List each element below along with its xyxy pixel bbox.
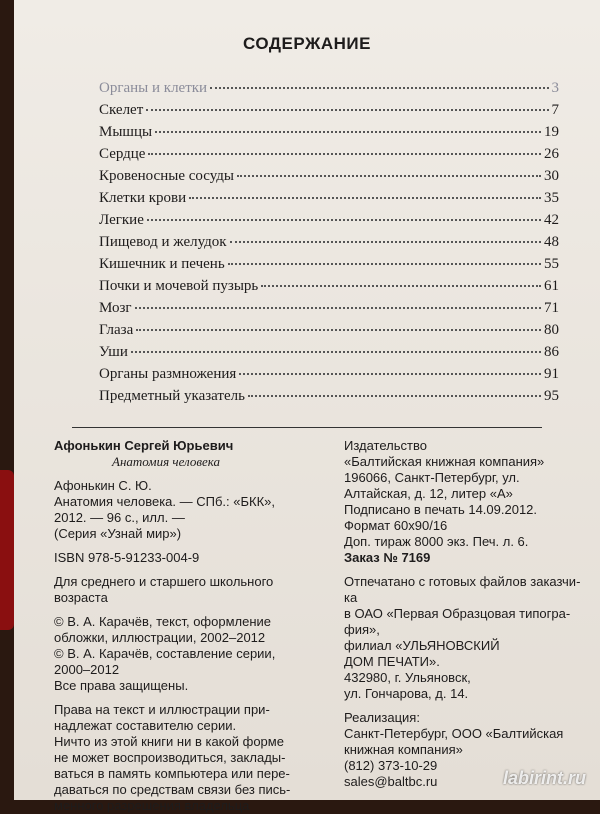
toc-item-page: 48 [544, 234, 559, 250]
toc-item [99, 102, 559, 124]
toc-item [99, 168, 559, 190]
order-number: Заказ № 7169 [344, 550, 431, 565]
text-line: sales@baltbc.ru [344, 774, 438, 789]
text-line: 2000–2012 [54, 662, 120, 677]
text-line: © В. А. Карачёв, текст, оформление [54, 614, 272, 629]
watermark: labirint.ru [502, 768, 586, 788]
book-edge [0, 470, 14, 630]
catalog-entry [54, 478, 339, 542]
text-line: возраста [54, 590, 108, 605]
author-name: Афонькин Сергей Юрьевич [54, 438, 234, 453]
printing-info [344, 574, 594, 702]
text-line: надлежат составителю серии. [54, 718, 237, 733]
text-line: Санкт-Петербург, ООО «Балтийская [344, 726, 564, 741]
text-line: даваться по средствам связи без пись- [54, 782, 291, 797]
toc-item [99, 388, 559, 410]
book-title: Анатомия человека [112, 454, 221, 469]
toc-item [99, 124, 559, 146]
toc-item-title: Предметный указатель [99, 388, 245, 404]
toc-title: СОДЕРЖАНИЕ [243, 34, 371, 53]
text-line: 432980, г. Ульяновск, [344, 670, 471, 685]
imprint-right [344, 438, 594, 790]
isbn: ISBN 978-5-91233-004-9 [54, 550, 200, 565]
text-line: © В. А. Карачёв, составление серии, [54, 646, 276, 661]
toc-item [99, 366, 559, 388]
toc-item-page: 7 [551, 102, 559, 118]
divider [72, 427, 542, 428]
toc-item-page: 61 [544, 278, 559, 294]
toc-item-page: 42 [544, 212, 559, 228]
toc-item-page: 80 [544, 322, 559, 338]
text-line: не может воспроизводиться, заклады- [54, 750, 286, 765]
text-line: филиал «УЛЬЯНОВСКИЙ [344, 638, 500, 653]
toc-item-page: 91 [544, 366, 559, 382]
text-line: (Серия «Узнай мир») [54, 526, 182, 541]
toc-item-title: Пищевод и желудок [99, 234, 227, 250]
toc-item [99, 146, 559, 168]
toc-item-title: Сердце [99, 146, 146, 162]
toc-leader [147, 219, 541, 221]
text-line: в ОАО «Первая Образцовая типогра- [344, 606, 571, 621]
toc-leader [230, 241, 541, 243]
toc-item-title: Скелет [99, 102, 144, 118]
toc-item-page: 71 [544, 300, 559, 316]
imprint-left [54, 438, 339, 814]
toc-leader [135, 307, 541, 309]
toc-item-title: Кишечник и печень [99, 256, 225, 272]
text-line: Афонькин С. Ю. [54, 478, 152, 493]
toc-item-page: 95 [544, 388, 559, 404]
toc-item [99, 300, 559, 322]
text-line: обложки, иллюстрации, 2002–2012 [54, 630, 266, 645]
toc-item [99, 344, 559, 366]
toc-leader [248, 395, 541, 397]
toc-leader [155, 131, 541, 133]
audience-note [54, 574, 339, 606]
text-line: Анатомия человека. — СПб.: «БКК», [54, 494, 276, 509]
toc-leader [239, 373, 541, 375]
text-line: Ничто из этой книги ни в какой форме [54, 734, 284, 749]
toc-item-page: 3 [551, 80, 559, 96]
book-page [14, 0, 600, 813]
toc-item-page: 19 [544, 124, 559, 140]
text-line: «Балтийская книжная компания» [344, 454, 545, 469]
rights-notice [54, 702, 339, 814]
toc-item-page: 55 [544, 256, 559, 272]
toc-leader [237, 175, 541, 177]
toc-item-page: 30 [544, 168, 559, 184]
text-line: фия», [344, 622, 380, 637]
text-line: ваться в память компьютера или пере- [54, 766, 290, 781]
toc-item-title: Кровеносные сосуды [99, 168, 234, 184]
toc-item [99, 212, 559, 234]
toc-item-title: Органы и клетки [99, 80, 208, 96]
copyright [54, 614, 339, 694]
text-line: ка [344, 590, 358, 605]
text-line: менного разрешения владельца [54, 798, 250, 813]
text-line: Все права защищены. [54, 678, 189, 693]
text-line: Издательство [344, 438, 427, 453]
toc-leader [146, 109, 548, 111]
toc-item-title: Глаза [99, 322, 134, 338]
toc-leader [148, 153, 541, 155]
toc-item-page: 86 [544, 344, 559, 360]
toc-list [99, 80, 559, 410]
toc-leader [261, 285, 541, 287]
text-line: (812) 373-10-29 [344, 758, 438, 773]
toc-leader [189, 197, 541, 199]
text-line: Алтайская, д. 12, литер «А» [344, 486, 513, 501]
toc-item-title: Мозг [99, 300, 132, 316]
text-line: книжная компания» [344, 742, 463, 757]
text-line: Формат 60x90/16 [344, 518, 448, 533]
toc-item [99, 322, 559, 344]
toc-item [99, 256, 559, 278]
text-line: Отпечатано с готовых файлов заказчи- [344, 574, 581, 589]
toc-leader [136, 329, 541, 331]
text-line: Доп. тираж 8000 экз. Печ. л. 6. [344, 534, 529, 549]
toc-item [99, 190, 559, 212]
toc-item-title: Уши [99, 344, 128, 360]
text-line: Права на текст и иллюстрации при- [54, 702, 270, 717]
toc-item-title: Почки и мочевой пузырь [99, 278, 259, 294]
text-line: Реализация: [344, 710, 420, 725]
publisher-info [344, 438, 594, 550]
toc-item-title: Клетки крови [99, 190, 187, 206]
toc-item [99, 278, 559, 300]
text-line: Подписано в печать 14.09.2012. [344, 502, 538, 517]
toc-item [99, 80, 559, 102]
toc-item-title: Органы размножения [99, 366, 237, 382]
toc-leader [210, 87, 548, 89]
toc-item-page: 26 [544, 146, 559, 162]
text-line: Для среднего и старшего школьного [54, 574, 274, 589]
text-line: 2012. — 96 с., илл. — [54, 510, 185, 525]
toc-item [99, 234, 559, 256]
text-line: 196066, Санкт-Петербург, ул. [344, 470, 520, 485]
toc-item-title: Мышцы [99, 124, 153, 140]
text-line: ДОМ ПЕЧАТИ». [344, 654, 440, 669]
toc-item-title: Легкие [99, 212, 144, 228]
toc-item-page: 35 [544, 190, 559, 206]
toc-leader [228, 263, 541, 265]
text-line: ул. Гончарова, д. 14. [344, 686, 469, 701]
toc-leader [131, 351, 541, 353]
